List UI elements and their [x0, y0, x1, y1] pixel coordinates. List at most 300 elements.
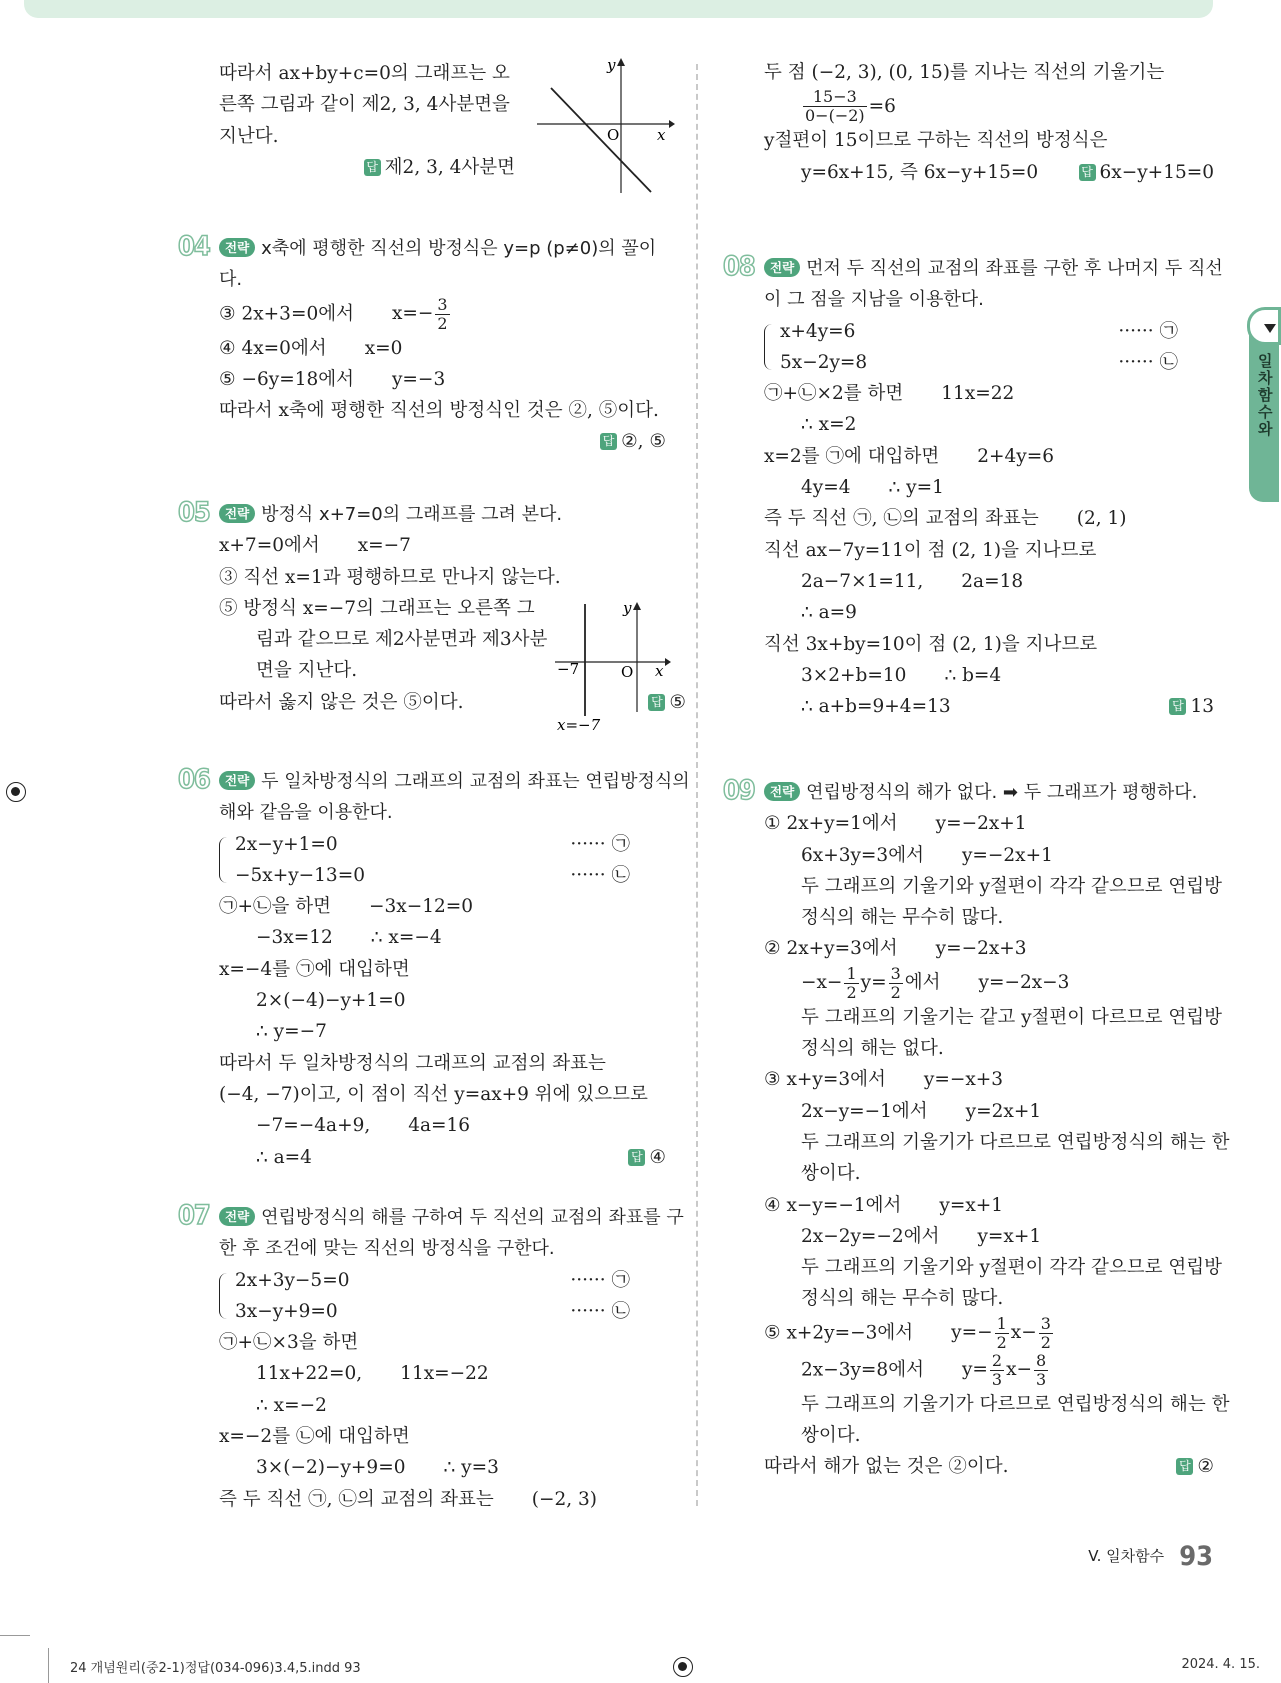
- solution-line: [764, 1352, 1214, 1389]
- fraction: [435, 296, 449, 333]
- math-text: 쌍이다.: [801, 1425, 861, 1447]
- expression: [801, 845, 924, 866]
- math-text: −3x−12=0: [369, 896, 474, 918]
- expression: [219, 1053, 606, 1074]
- expression: [219, 1332, 358, 1353]
- strategy-line: [764, 777, 1214, 808]
- registration-mark-icon: [6, 782, 26, 802]
- math-text: x+7=0에서: [219, 535, 320, 557]
- section-04: [178, 231, 666, 453]
- solution-line: [764, 441, 1214, 472]
- column-divider: [696, 64, 698, 1506]
- result: [961, 571, 1023, 592]
- expression: [219, 959, 410, 980]
- math-text: −3x=12: [256, 927, 333, 949]
- result: [1077, 508, 1127, 529]
- problem-number: 07: [178, 1200, 210, 1231]
- solution-line: [764, 808, 1214, 839]
- solution-line: [219, 364, 666, 395]
- strategy-badge: 전략: [219, 238, 255, 257]
- math-text: y=−2x−3: [978, 972, 1070, 994]
- math-text: ③ x+y=3에서: [764, 1069, 886, 1091]
- solution-line: [219, 1079, 666, 1110]
- result: [889, 477, 944, 498]
- math-text: 림과 같으므로 제2사분면과 제3사분: [256, 629, 548, 651]
- strategy-text: 연립방정식의 해가 없다. ➡ 두 그래프가 평행하다.: [806, 782, 1198, 803]
- math-text: 두 그래프의 기울기와 y절편이 각각 같으므로 연립방: [801, 875, 1223, 897]
- math-text: ∴ a+b=9+4=13: [801, 696, 951, 718]
- solution-line: [764, 157, 1214, 188]
- expression: [256, 1457, 405, 1478]
- solution-line: [219, 891, 666, 922]
- math-text: 3×2+b=10: [801, 664, 907, 686]
- expression: [256, 927, 333, 948]
- side-chapter-tab[interactable]: [1249, 309, 1279, 502]
- math-text: ㉠+㉡을 하면: [219, 896, 331, 918]
- math-text: 두 그래프의 기울기는 같고 y절편이 다르므로 연립방: [801, 1006, 1223, 1028]
- solution-line: [764, 1033, 1214, 1064]
- expression: [764, 1322, 913, 1343]
- tag-label: ㉠: [1159, 320, 1178, 342]
- neg7-label: −7: [557, 660, 580, 678]
- expression: [219, 94, 510, 115]
- equation: 2x+3y−5=0: [235, 1269, 350, 1291]
- expression: [256, 990, 405, 1011]
- math-text: 11x+22=0,: [256, 1363, 363, 1385]
- math-text: x−: [1006, 1359, 1033, 1381]
- expression: [219, 692, 464, 713]
- math-text: 직선 ax−7y=11이 점 (2, 1)을 지나므로: [764, 539, 1097, 561]
- math-text: 3×(−2)−y+9=0: [256, 1457, 406, 1479]
- solution-line: [764, 503, 1214, 534]
- math-text: 2a−7×1=11,: [801, 570, 924, 592]
- expression: [219, 1084, 648, 1105]
- equation-tag: ······ ㉡: [570, 864, 630, 886]
- math-text: 에서: [904, 972, 941, 994]
- section-07-continued: [764, 57, 1214, 188]
- tag-label: ㉠: [611, 1269, 630, 1291]
- solution-line: [764, 597, 1214, 628]
- denominator: 2: [437, 313, 448, 333]
- math-text: x=2를 ㉠에 대입하면: [764, 445, 940, 467]
- result: [951, 1313, 1055, 1352]
- x-axis-arrow-icon: [669, 120, 675, 128]
- y-label: y: [607, 56, 616, 74]
- numerator: 3: [1040, 1313, 1051, 1333]
- expression: [764, 130, 1107, 151]
- expression: [219, 303, 354, 324]
- result: [936, 938, 1027, 959]
- result: [365, 338, 403, 359]
- denominator: 3: [991, 1369, 1003, 1389]
- expression: [801, 665, 906, 686]
- section-06: [178, 764, 690, 1173]
- expression: [764, 62, 1164, 83]
- origin-label: O: [621, 663, 634, 681]
- equation-tag: ······ ㉠: [1118, 320, 1178, 342]
- denominator: 2: [890, 982, 901, 1002]
- problem-number: 05: [178, 497, 210, 528]
- answer: [1079, 157, 1214, 188]
- math-text: 두 그래프의 기울기가 다르므로 연립방정식의 해는 한: [801, 1131, 1230, 1153]
- system-equation: [219, 860, 666, 891]
- math-text: 면을 지난다.: [256, 660, 358, 682]
- answer-mark-icon: 답: [648, 694, 665, 711]
- solution-line: [764, 88, 1214, 125]
- strategy-text: 이 그 점을 지남을 이용한다.: [764, 289, 984, 311]
- expression: [219, 338, 327, 359]
- solution-line: [219, 530, 666, 561]
- equation-tag: ······ ㉠: [570, 833, 630, 855]
- solution-line: [219, 1484, 666, 1515]
- solution-line: [764, 378, 1214, 409]
- math-text: ∴ x=2: [801, 414, 857, 436]
- system-equation: [219, 1265, 666, 1296]
- expression: [256, 1395, 327, 1416]
- strategy-line: [219, 797, 666, 828]
- solution-line: [764, 535, 1214, 566]
- solution-line: [219, 1048, 666, 1079]
- answer-value: 13: [1190, 696, 1214, 718]
- strategy-line: [764, 284, 1214, 315]
- math-text: ④ 4x=0에서: [219, 337, 327, 359]
- expression: [219, 63, 510, 84]
- expression: [764, 938, 898, 959]
- expression: [764, 1069, 886, 1090]
- expression: [801, 876, 1222, 897]
- expression: [219, 400, 659, 421]
- strategy-text: 연립방정식의 해를 구하여 두 직선의 교점의 좌표를 구: [261, 1207, 684, 1228]
- solution-line: [764, 566, 1214, 597]
- equation: −5x+y−13=0: [235, 864, 365, 886]
- math-text: ㉠+㉡×2를 하면: [764, 383, 904, 405]
- math-text: ⑤ x+2y=−3에서: [764, 1322, 914, 1344]
- solution-line: [764, 629, 1214, 660]
- strategy-text: 방정식 x+7=0의 그래프를 그려 본다.: [261, 504, 563, 525]
- fraction: [889, 965, 903, 1002]
- result: [977, 1226, 1041, 1247]
- solution-line: [764, 1096, 1214, 1127]
- solution-line: [219, 1390, 666, 1421]
- math-text: ② 2x+y=3에서: [764, 938, 898, 960]
- result: [400, 1363, 489, 1384]
- math-text: 른쪽 그림과 같이 제2, 3, 4사분면을: [219, 94, 510, 116]
- expression: [801, 1226, 939, 1247]
- math-text: 2x−3y=8에서: [801, 1359, 924, 1381]
- result: [944, 665, 1001, 686]
- solution-line: [219, 89, 515, 120]
- expression: [801, 696, 951, 717]
- math-text: 정식의 해는 무수히 많다.: [801, 1288, 1004, 1310]
- math-text: ④ x−y=−1에서: [764, 1194, 902, 1216]
- expression: [801, 87, 896, 126]
- solution-line: [219, 1327, 666, 1358]
- answer: [600, 426, 666, 457]
- solution-line: [219, 1016, 666, 1047]
- solution-line: [764, 409, 1214, 440]
- math-text: (−4, −7)이고, 이 점이 직선 y=ax+9 위에 있으므로: [219, 1083, 648, 1105]
- solution-line: [219, 1142, 666, 1173]
- expression: [801, 477, 851, 498]
- math-text: ∴ x=−4: [370, 927, 442, 949]
- math-text: 따라서 해가 없는 것은 ②이다.: [764, 1456, 1009, 1478]
- problem-number: 06: [178, 764, 210, 795]
- header-bar: [24, 0, 1213, 18]
- math-text: y=−2x+1: [935, 813, 1027, 835]
- math-text: 따라서 x축에 평행한 직선의 방정식인 것은 ②, ⑤이다.: [219, 400, 659, 422]
- math-text: 직선 3x+by=10이 점 (2, 1)을 지나므로: [764, 633, 1098, 655]
- expression: [764, 634, 1097, 655]
- strategy-text: 한 후 조건에 맞는 직선의 방정식을 구한다.: [219, 1238, 555, 1260]
- expression: [801, 602, 857, 623]
- math-text: −x−: [801, 972, 843, 994]
- registration-mark-icon: [673, 1657, 693, 1677]
- denominator: 3: [1036, 1369, 1047, 1389]
- tag-label: ㉠: [611, 833, 630, 855]
- system-equation: [219, 1296, 666, 1327]
- origin-label: O: [607, 126, 620, 144]
- fraction: [844, 965, 858, 1002]
- math-text: 4y=4: [801, 477, 851, 499]
- math-text: 6x+3y=3에서: [801, 844, 924, 866]
- problem-number: 04: [178, 231, 210, 262]
- result: [939, 1195, 1003, 1216]
- strategy-text: 해와 같음을 이용한다.: [219, 802, 393, 824]
- math-text: 지난다.: [219, 125, 279, 147]
- solution-line: [764, 125, 1214, 156]
- solution-line: [764, 1315, 1214, 1352]
- fraction: [1034, 1352, 1048, 1389]
- expression: [219, 1426, 410, 1447]
- math-text: 따라서 두 일차방정식의 그래프의 교점의 좌표는: [219, 1052, 606, 1074]
- result: [961, 1350, 1050, 1389]
- answer-mark-icon: 답: [600, 433, 617, 450]
- expression: [256, 1021, 327, 1042]
- strategy-line: [219, 499, 666, 530]
- result: [532, 1489, 597, 1510]
- math-text: −7=−4a+9,: [256, 1115, 371, 1137]
- math-text: y=−2x+3: [935, 938, 1027, 960]
- math-text: 2a=18: [961, 570, 1024, 592]
- math-text: 11x=22: [941, 383, 1015, 405]
- math-text: x=−4를 ㉠에 대입하면: [219, 958, 410, 980]
- page-number: 93: [1179, 1541, 1213, 1572]
- tab-cap: [1247, 307, 1281, 345]
- math-text: ∴ b=4: [944, 664, 1002, 686]
- solution-line: [219, 121, 515, 152]
- section-03-end: [219, 58, 515, 178]
- solution-line: [764, 660, 1214, 691]
- solution-line: [764, 902, 1214, 933]
- solution-line: [764, 1190, 1214, 1221]
- result: [977, 446, 1054, 467]
- triangle-down-icon: [1264, 324, 1276, 333]
- expression: [219, 1489, 494, 1510]
- graph-x-equals-neg7: [555, 600, 675, 735]
- math-text: y=: [860, 972, 887, 994]
- equation-system: [219, 1265, 666, 1328]
- solution-line: [219, 562, 666, 593]
- math-text: x=−: [391, 303, 434, 325]
- math-text: (−2, 3): [531, 1488, 597, 1510]
- math-text: 2x−y=−1에서: [801, 1100, 928, 1122]
- math-text: y=2x+1: [965, 1100, 1042, 1122]
- answer: [364, 152, 515, 183]
- answer-mark-icon: 답: [628, 1149, 645, 1166]
- graph-line: [551, 88, 651, 192]
- print-file-info: 24 개념원리(중2-1)정답(034-096)3.4,5.indd 93: [70, 1661, 361, 1676]
- denominator: 2: [846, 982, 857, 1002]
- solution-line: [764, 933, 1214, 964]
- answer-value: 6x−y+15=0: [1099, 161, 1214, 183]
- math-text: 쌍이다.: [801, 1163, 861, 1185]
- strategy-line: [219, 766, 690, 797]
- math-text: x=0: [364, 337, 403, 359]
- math-text: 두 그래프의 기울기가 다르므로 연립방정식의 해는 한: [801, 1393, 1230, 1415]
- answer: [1176, 1451, 1214, 1482]
- strategy-line: [764, 253, 1223, 284]
- math-text: y=−x+3: [923, 1069, 1004, 1091]
- answer-mark-icon: 답: [364, 159, 381, 176]
- solution-line: [764, 840, 1214, 871]
- result: [358, 535, 411, 556]
- math-text: =6: [868, 95, 896, 117]
- system-equation: [219, 829, 666, 860]
- equation-tag: ······ ㉠: [570, 1269, 630, 1291]
- math-text: y=x+1: [977, 1225, 1042, 1247]
- graph-quadrants-2-3-4: [537, 58, 672, 196]
- strategy-text: 다.: [219, 269, 243, 291]
- expression: [256, 629, 547, 650]
- y-axis-arrow-icon: [633, 602, 641, 610]
- strategy-line: [219, 233, 666, 264]
- expression: [764, 508, 1039, 529]
- solution-line: [219, 58, 515, 89]
- tag-label: ㉡: [1159, 351, 1178, 373]
- numerator: 3: [890, 963, 901, 983]
- numerator: 3: [437, 294, 448, 314]
- math-text: y=−2x+1: [961, 844, 1053, 866]
- equation-system: [764, 316, 1214, 379]
- solution-line: [219, 985, 666, 1016]
- answer-value: ②, ⑤: [621, 431, 666, 453]
- print-date: 2024. 4. 15.: [1181, 1657, 1260, 1672]
- numerator: 1: [996, 1313, 1007, 1333]
- expression: [801, 1163, 861, 1184]
- result: [979, 972, 1070, 993]
- math-text: 두 그래프의 기울기와 y절편이 각각 같으므로 연립방: [801, 1257, 1223, 1279]
- result: [391, 294, 452, 333]
- strategy-text: x축에 평행한 직선의 방정식은 y=p (p≠0)의 꼴이: [261, 238, 657, 259]
- result: [941, 383, 1014, 404]
- math-text: ∴ y=−7: [256, 1021, 327, 1043]
- math-text: y=6x+15, 즉 6x−y+15=0: [801, 161, 1039, 183]
- result: [392, 369, 445, 390]
- solution-line: [764, 1002, 1223, 1033]
- solution-line: [764, 1252, 1223, 1283]
- result: [962, 845, 1053, 866]
- solution-line: [764, 1064, 1214, 1095]
- x-label: x: [657, 126, 666, 144]
- result: [924, 1069, 1003, 1090]
- math-text: x=−2를 ㉡에 대입하면: [219, 1426, 410, 1448]
- solution-line: [764, 472, 1214, 503]
- strategy-badge: 전략: [219, 1207, 255, 1226]
- expression: [764, 1456, 1009, 1477]
- math-text: y=−: [951, 1322, 993, 1344]
- solution-line: [219, 333, 666, 364]
- denominator: 2: [996, 1332, 1007, 1352]
- math-text: y절편이 15이므로 구하는 직선의 방정식은: [764, 130, 1108, 152]
- expression: [256, 1115, 370, 1136]
- line-caption: x=−7: [557, 716, 601, 734]
- tag-label: ㉡: [611, 864, 630, 886]
- expression: [764, 383, 903, 404]
- math-text: 즉 두 직선 ㉠, ㉡의 교점의 좌표는: [219, 1488, 494, 1510]
- expression: [801, 1425, 861, 1446]
- strategy-text: 두 일차방정식의 그래프의 교점의 좌표는 연립방정식의: [261, 771, 690, 792]
- answer-value: ②: [1197, 1456, 1214, 1478]
- math-text: ① 2x+y=1에서: [764, 813, 898, 835]
- system-equation: [764, 347, 1214, 378]
- strategy-line: [219, 1233, 666, 1264]
- system-equation: [764, 316, 1214, 347]
- strategy-badge: 전략: [219, 504, 255, 523]
- equation: 3x−y+9=0: [235, 1300, 338, 1322]
- result: [408, 1115, 470, 1136]
- expression: [219, 567, 561, 588]
- expression: [801, 162, 1038, 183]
- math-text: 따라서 옳지 않은 것은 ⑤이다.: [219, 691, 464, 713]
- x-axis-arrow-icon: [665, 658, 671, 666]
- fraction: [990, 1352, 1004, 1389]
- problem-number: 09: [723, 775, 755, 806]
- solution-line: [219, 1421, 666, 1452]
- answer-value: 제2, 3, 4사분면: [384, 156, 515, 178]
- expression: [801, 1038, 944, 1059]
- denominator: 2: [1040, 1332, 1051, 1352]
- expression: [801, 1007, 1222, 1028]
- expression: [764, 446, 939, 467]
- math-text: y=x+1: [939, 1194, 1004, 1216]
- solution-line: [764, 1127, 1230, 1158]
- expression: [764, 813, 898, 834]
- equation: 5x−2y=8: [780, 351, 868, 373]
- solution-line: [219, 1358, 666, 1389]
- expression: [801, 1257, 1222, 1278]
- expression: [801, 1394, 1229, 1415]
- solution-line: [764, 1221, 1214, 1252]
- math-text: ∴ a=9: [801, 602, 857, 624]
- expression: [219, 896, 331, 917]
- answer: [1169, 691, 1214, 722]
- side-tab-label: 일차함수와: [1258, 352, 1273, 438]
- equation-system: [219, 829, 666, 892]
- answer-value: ⑤: [669, 691, 686, 713]
- numerator: 2: [991, 1350, 1003, 1370]
- solution-line: [219, 296, 666, 333]
- expression: [801, 571, 923, 592]
- math-text: 정식의 해는 무수히 많다.: [801, 907, 1004, 929]
- math-text: ㉠+㉡×3을 하면: [219, 1332, 359, 1354]
- strategy-badge: 전략: [764, 782, 800, 801]
- expression: [801, 963, 941, 1002]
- problem-number: 08: [723, 251, 755, 282]
- math-text: 4a=16: [408, 1115, 471, 1137]
- math-text: ∴ y=3: [443, 1457, 499, 1479]
- expression: [256, 660, 357, 681]
- answer-mark-icon: 답: [1079, 164, 1096, 181]
